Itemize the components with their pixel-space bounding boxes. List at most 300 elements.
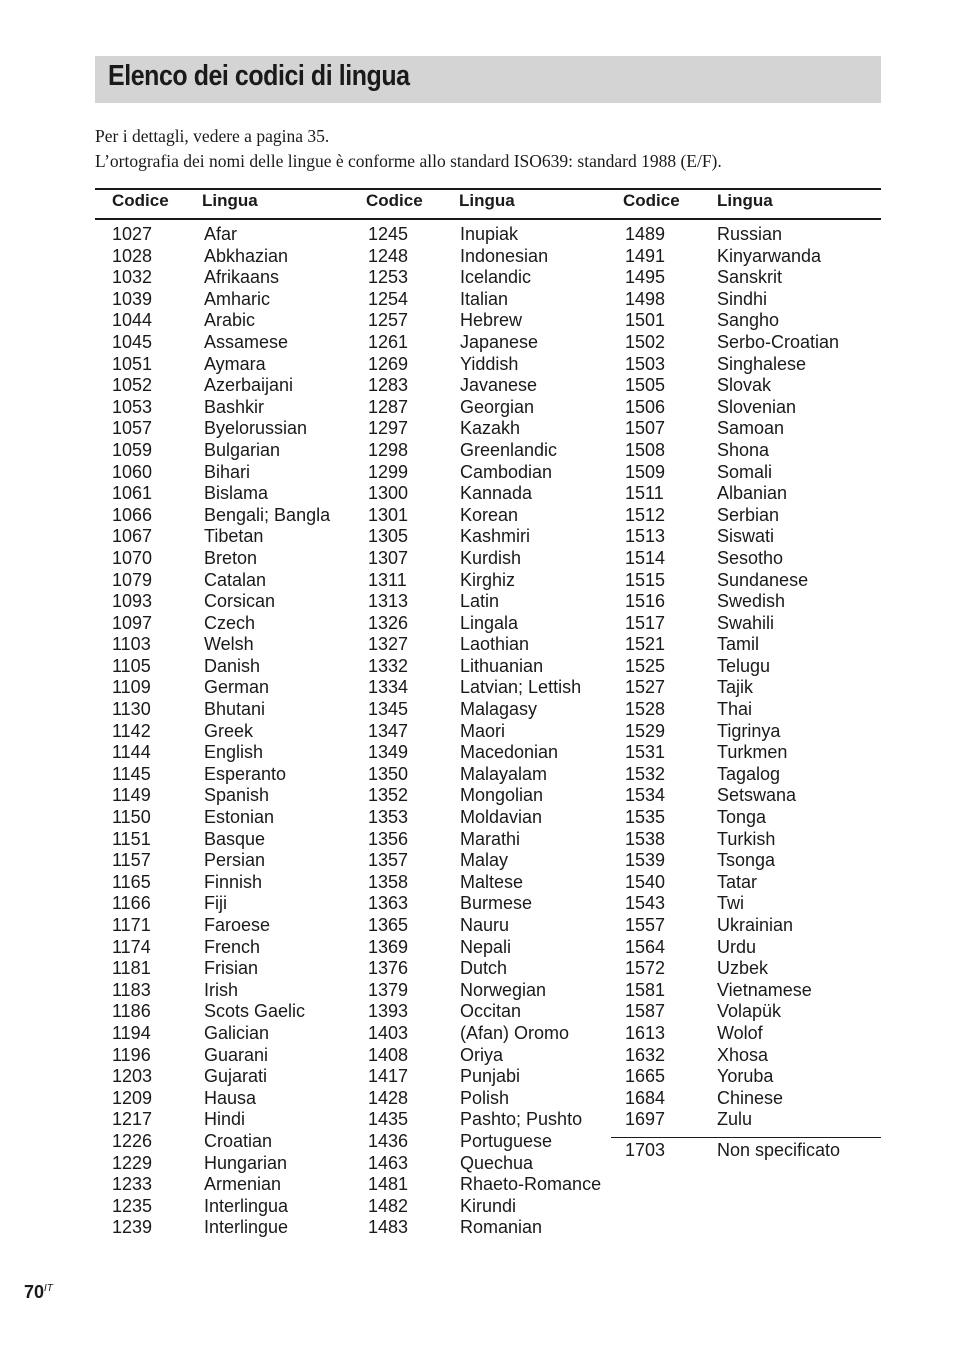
language-name: Siswati bbox=[717, 526, 775, 547]
language-name: Kashmiri bbox=[460, 526, 531, 547]
table-row bbox=[368, 699, 601, 721]
language-code: 1298 bbox=[368, 439, 409, 460]
language-name: Japanese bbox=[460, 331, 539, 352]
table-row bbox=[368, 1174, 601, 1196]
language-code: 1613 bbox=[625, 1022, 666, 1043]
language-code: 1349 bbox=[368, 742, 409, 763]
table-row bbox=[625, 1023, 839, 1045]
language-code: 1463 bbox=[368, 1152, 409, 1173]
table-row bbox=[112, 807, 330, 829]
language-name: Afar bbox=[204, 224, 238, 244]
language-code: 1393 bbox=[368, 1001, 409, 1022]
language-name: Bhutani bbox=[204, 699, 266, 720]
language-name: Arabic bbox=[204, 310, 256, 331]
language-name: Twi bbox=[717, 893, 744, 914]
language-name: Kannada bbox=[460, 483, 533, 504]
language-code: 1529 bbox=[625, 720, 666, 741]
intro-line-1: Per i dettagli, vedere a pagina 35. bbox=[95, 126, 330, 146]
table-row bbox=[112, 1045, 330, 1067]
table-row bbox=[368, 937, 601, 959]
language-code: 1105 bbox=[112, 655, 151, 676]
table-row bbox=[368, 1045, 601, 1067]
language-code: 1039 bbox=[112, 288, 153, 309]
language-name: Indonesian bbox=[460, 245, 549, 266]
table-row bbox=[368, 785, 601, 807]
language-code: 1503 bbox=[625, 353, 666, 374]
language-code: 1495 bbox=[625, 267, 666, 288]
table-row bbox=[625, 677, 839, 699]
language-code: 1326 bbox=[368, 612, 409, 633]
language-code: 1165 bbox=[112, 871, 151, 892]
language-name: Malay bbox=[460, 850, 509, 871]
language-name: Kazakh bbox=[460, 418, 521, 439]
table-row bbox=[625, 764, 839, 786]
table-row bbox=[625, 656, 839, 678]
language-name: Latvian; Lettish bbox=[460, 677, 582, 698]
language-code: 1257 bbox=[368, 310, 409, 331]
table-row bbox=[368, 1153, 601, 1175]
language-code: 1498 bbox=[625, 288, 666, 309]
table-row bbox=[112, 634, 330, 656]
language-name: Wolof bbox=[717, 1022, 763, 1043]
language-name: Samoan bbox=[717, 418, 785, 439]
language-code: 1517 bbox=[625, 612, 666, 633]
language-code: 1261 bbox=[368, 331, 409, 352]
language-code: 1045 bbox=[112, 331, 153, 352]
table-row bbox=[368, 958, 601, 980]
language-name: Guarani bbox=[204, 1044, 269, 1065]
language-name: German bbox=[204, 677, 270, 698]
language-name: Sanskrit bbox=[717, 267, 783, 288]
table-row bbox=[625, 462, 839, 484]
language-name: Serbian bbox=[717, 504, 780, 525]
language-name: Moldavian bbox=[460, 807, 543, 828]
language-code: 1181 bbox=[112, 958, 151, 979]
table-row bbox=[625, 893, 839, 915]
table-row bbox=[625, 980, 839, 1002]
language-name: Slovak bbox=[717, 375, 772, 396]
table-row bbox=[625, 505, 839, 527]
language-code: 1254 bbox=[368, 288, 409, 309]
table-row bbox=[112, 289, 330, 311]
language-code: 1357 bbox=[368, 850, 409, 871]
language-code: 1196 bbox=[112, 1044, 151, 1065]
table-row bbox=[368, 1088, 601, 1110]
language-code: 1070 bbox=[112, 547, 153, 568]
language-code: 1535 bbox=[625, 807, 666, 828]
table-row bbox=[112, 375, 330, 397]
language-name: Shona bbox=[717, 439, 770, 460]
language-code: 1376 bbox=[368, 958, 409, 979]
table-row bbox=[112, 591, 330, 613]
language-name: Bulgarian bbox=[204, 439, 281, 460]
language-code: 1369 bbox=[368, 936, 409, 957]
table-row bbox=[112, 1001, 330, 1023]
language-code: 1540 bbox=[625, 871, 666, 892]
table-row bbox=[368, 829, 601, 851]
language-name: Assamese bbox=[204, 331, 289, 352]
language-name: Icelandic bbox=[460, 267, 532, 288]
table-row bbox=[368, 224, 601, 246]
table-row bbox=[625, 267, 839, 289]
table-row bbox=[112, 721, 330, 743]
language-code: 1057 bbox=[112, 418, 153, 439]
table-row bbox=[368, 526, 601, 548]
language-code: 1532 bbox=[625, 763, 666, 784]
language-code: 1482 bbox=[368, 1195, 409, 1216]
table-row bbox=[368, 764, 601, 786]
language-name: Occitan bbox=[460, 1001, 522, 1022]
language-code: 1044 bbox=[112, 310, 153, 331]
language-name: Welsh bbox=[204, 634, 254, 655]
language-name: Singhalese bbox=[717, 353, 807, 374]
language-name: Abkhazian bbox=[204, 245, 289, 266]
language-code: 1403 bbox=[368, 1022, 409, 1043]
language-code: 1332 bbox=[368, 655, 409, 676]
language-code: 1311 bbox=[368, 569, 407, 590]
language-name: Non specificato bbox=[717, 1140, 841, 1160]
language-code: 1149 bbox=[112, 785, 151, 806]
language-name: Byelorussian bbox=[204, 418, 308, 439]
language-code: 1248 bbox=[368, 245, 409, 266]
language-code: 1379 bbox=[368, 979, 409, 1000]
table-row bbox=[368, 462, 601, 484]
language-code: 1245 bbox=[368, 224, 409, 244]
language-code: 1301 bbox=[368, 504, 409, 525]
table-row bbox=[625, 958, 839, 980]
table-row bbox=[625, 310, 839, 332]
language-name: Italian bbox=[460, 288, 509, 309]
language-name: Maori bbox=[460, 720, 506, 741]
language-code: 1157 bbox=[112, 850, 151, 871]
table-top-rule bbox=[95, 188, 881, 190]
language-name: Kurdish bbox=[460, 547, 522, 568]
language-code: 1350 bbox=[368, 763, 409, 784]
language-name: Bislama bbox=[204, 483, 269, 504]
language-name: Polish bbox=[460, 1087, 510, 1108]
header-language-1: Lingua bbox=[202, 191, 258, 210]
table-row bbox=[368, 721, 601, 743]
language-code: 1684 bbox=[625, 1087, 666, 1108]
language-name: Cambodian bbox=[460, 461, 553, 482]
table-row bbox=[625, 354, 839, 376]
language-code: 1572 bbox=[625, 958, 666, 979]
table-row bbox=[625, 807, 839, 829]
language-code: 1283 bbox=[368, 375, 409, 396]
language-name: Zulu bbox=[717, 1109, 753, 1130]
language-name: Bashkir bbox=[204, 396, 265, 417]
language-name: Lithuanian bbox=[460, 655, 544, 676]
table-row bbox=[368, 634, 601, 656]
language-code: 1353 bbox=[368, 807, 409, 828]
table-row bbox=[112, 1174, 330, 1196]
language-code: 1297 bbox=[368, 418, 409, 439]
table-row bbox=[112, 418, 330, 440]
language-code: 1356 bbox=[368, 828, 409, 849]
language-code: 1428 bbox=[368, 1087, 409, 1108]
language-name: (Afan) Oromo bbox=[460, 1022, 570, 1043]
table-row bbox=[112, 267, 330, 289]
table-row bbox=[368, 570, 601, 592]
language-name: Macedonian bbox=[460, 742, 559, 763]
language-name: Bihari bbox=[204, 461, 251, 482]
table-row bbox=[368, 1066, 601, 1088]
language-name: Portuguese bbox=[460, 1130, 553, 1151]
language-code: 1531 bbox=[625, 742, 666, 763]
language-code: 1539 bbox=[625, 850, 666, 871]
language-code: 1491 bbox=[625, 245, 666, 266]
language-name: Thai bbox=[717, 699, 753, 720]
table-row bbox=[625, 1109, 839, 1131]
table-row bbox=[112, 397, 330, 419]
language-name: Azerbaijani bbox=[204, 375, 294, 396]
language-code: 1358 bbox=[368, 871, 409, 892]
language-code: 1226 bbox=[112, 1130, 153, 1151]
language-name: Estonian bbox=[204, 807, 275, 828]
table-row bbox=[112, 570, 330, 592]
language-name: Xhosa bbox=[717, 1044, 769, 1065]
language-name: Urdu bbox=[717, 936, 757, 957]
table-row bbox=[368, 1196, 601, 1218]
language-code: 1060 bbox=[112, 461, 153, 482]
table-row bbox=[112, 958, 330, 980]
language-code: 1505 bbox=[625, 375, 666, 396]
table-row bbox=[112, 440, 330, 462]
table-row bbox=[368, 1001, 601, 1023]
language-code: 1365 bbox=[368, 915, 409, 935]
language-code: 1525 bbox=[625, 655, 666, 676]
language-name: Turkish bbox=[717, 828, 776, 849]
language-name: Persian bbox=[204, 850, 266, 871]
language-name: Scots Gaelic bbox=[204, 1001, 306, 1022]
table-row bbox=[112, 677, 330, 699]
language-name: Faroese bbox=[204, 915, 271, 935]
language-code: 1269 bbox=[368, 353, 409, 374]
language-name: Interlingue bbox=[204, 1217, 289, 1238]
table-row bbox=[368, 440, 601, 462]
language-code: 1334 bbox=[368, 677, 409, 698]
table-row bbox=[112, 742, 330, 764]
language-code: 1059 bbox=[112, 439, 153, 460]
language-code: 1363 bbox=[368, 893, 409, 914]
table-row bbox=[112, 764, 330, 786]
table-row bbox=[625, 224, 839, 246]
table-row bbox=[368, 742, 601, 764]
table-row bbox=[625, 591, 839, 613]
table-row bbox=[625, 937, 839, 959]
language-code: 1481 bbox=[368, 1174, 409, 1195]
table-row bbox=[112, 462, 330, 484]
table-row bbox=[625, 850, 839, 872]
table-row bbox=[112, 893, 330, 915]
table-row bbox=[368, 289, 601, 311]
table-row bbox=[625, 1045, 839, 1067]
table-row bbox=[625, 699, 839, 721]
language-name: Spanish bbox=[204, 785, 270, 806]
table-row bbox=[112, 1196, 330, 1218]
table-row bbox=[368, 397, 601, 419]
table-row bbox=[625, 375, 839, 397]
table-row bbox=[112, 1023, 330, 1045]
language-name: Frisian bbox=[204, 958, 259, 979]
language-column-3 bbox=[625, 224, 839, 1131]
language-code: 1239 bbox=[112, 1217, 153, 1238]
language-name: Maltese bbox=[460, 871, 524, 892]
language-name: Rhaeto-Romance bbox=[460, 1174, 602, 1195]
table-row bbox=[625, 526, 839, 548]
language-code: 1217 bbox=[112, 1109, 153, 1130]
table-row bbox=[625, 634, 839, 656]
table-row bbox=[112, 915, 330, 937]
language-code: 1079 bbox=[112, 569, 153, 590]
language-name: Danish bbox=[204, 655, 261, 676]
language-name: Serbo-Croatian bbox=[717, 331, 840, 352]
table-row bbox=[625, 1088, 839, 1110]
language-code: 1145 bbox=[112, 763, 151, 784]
language-name: Vietnamese bbox=[717, 979, 812, 1000]
table-row bbox=[112, 1066, 330, 1088]
language-name: Corsican bbox=[204, 591, 276, 612]
language-column-1 bbox=[112, 224, 330, 1239]
language-code: 1109 bbox=[112, 677, 151, 698]
language-name: Malagasy bbox=[460, 699, 538, 720]
language-code: 1053 bbox=[112, 396, 153, 417]
language-code: 1052 bbox=[112, 375, 153, 396]
language-code: 1408 bbox=[368, 1044, 409, 1065]
language-code: 1527 bbox=[625, 677, 666, 698]
language-column-2 bbox=[368, 224, 601, 1239]
language-name: Fiji bbox=[204, 893, 227, 914]
language-code: 1144 bbox=[112, 742, 151, 763]
table-row bbox=[112, 354, 330, 376]
language-name: Tigrinya bbox=[717, 720, 781, 741]
language-code: 1327 bbox=[368, 634, 409, 655]
language-code: 1697 bbox=[625, 1109, 666, 1130]
header-code-1: Codice bbox=[112, 191, 169, 210]
language-code: 1538 bbox=[625, 828, 666, 849]
language-code: 1194 bbox=[112, 1022, 151, 1043]
table-row bbox=[112, 785, 330, 807]
language-code: 1665 bbox=[625, 1066, 666, 1087]
language-code: 1130 bbox=[112, 699, 151, 720]
table-row bbox=[368, 980, 601, 1002]
language-code: 1253 bbox=[368, 267, 409, 288]
language-name: Oriya bbox=[460, 1044, 504, 1065]
language-name: Korean bbox=[460, 504, 519, 525]
table-row bbox=[368, 915, 601, 937]
table-row bbox=[625, 548, 839, 570]
language-code: 1313 bbox=[368, 591, 409, 612]
table-row bbox=[112, 310, 330, 332]
language-code: 1581 bbox=[625, 979, 666, 1000]
language-code: 1436 bbox=[368, 1130, 409, 1151]
language-code: 1509 bbox=[625, 461, 666, 482]
table-row bbox=[112, 246, 330, 268]
language-name: Norwegian bbox=[460, 979, 547, 1000]
table-row bbox=[112, 1217, 330, 1239]
language-code: 1066 bbox=[112, 504, 153, 525]
language-name: Burmese bbox=[460, 893, 533, 914]
table-row bbox=[368, 807, 601, 829]
table-row bbox=[625, 483, 839, 505]
language-name: Tagalog bbox=[717, 763, 781, 784]
language-name: Hindi bbox=[204, 1109, 246, 1130]
language-code: 1032 bbox=[112, 267, 153, 288]
language-name: Nepali bbox=[460, 936, 512, 957]
language-code: 1515 bbox=[625, 569, 666, 590]
title-bar bbox=[95, 56, 881, 103]
unspecified-rule bbox=[611, 1137, 881, 1138]
language-code: 1151 bbox=[112, 828, 151, 849]
language-name: Nauru bbox=[460, 915, 510, 935]
table-row bbox=[112, 548, 330, 570]
language-name: Kirghiz bbox=[460, 569, 516, 590]
language-code: 1543 bbox=[625, 893, 666, 914]
table-row bbox=[112, 1153, 330, 1175]
language-name: Galician bbox=[204, 1022, 270, 1043]
language-code: 1435 bbox=[368, 1109, 409, 1130]
language-code: 1061 bbox=[112, 483, 153, 504]
table-row bbox=[112, 526, 330, 548]
table-row bbox=[625, 721, 839, 743]
table-row bbox=[368, 591, 601, 613]
language-name: Yoruba bbox=[717, 1066, 774, 1087]
language-name: Somali bbox=[717, 461, 773, 482]
table-row bbox=[368, 677, 601, 699]
language-code: 1632 bbox=[625, 1044, 666, 1065]
language-name: Setswana bbox=[717, 785, 797, 806]
language-code: 1235 bbox=[112, 1195, 153, 1216]
language-code: 1513 bbox=[625, 526, 666, 547]
language-name: Aymara bbox=[204, 353, 266, 374]
table-row bbox=[368, 310, 601, 332]
language-code: 1067 bbox=[112, 526, 153, 547]
language-code: 1501 bbox=[625, 310, 666, 331]
language-name: Punjabi bbox=[460, 1066, 521, 1087]
table-row bbox=[625, 332, 839, 354]
header-language-2: Lingua bbox=[459, 191, 515, 210]
language-code: 1534 bbox=[625, 785, 666, 806]
language-name: Romanian bbox=[460, 1217, 543, 1238]
language-name: Tatar bbox=[717, 871, 758, 892]
table-row bbox=[112, 699, 330, 721]
language-name: Tonga bbox=[717, 807, 767, 828]
language-code: 1299 bbox=[368, 461, 409, 482]
language-name: Swedish bbox=[717, 591, 786, 612]
language-code: 1209 bbox=[112, 1087, 153, 1108]
language-code: 1417 bbox=[368, 1066, 409, 1087]
page-number bbox=[24, 1282, 53, 1303]
language-name: Tamil bbox=[717, 634, 760, 655]
table-row bbox=[368, 548, 601, 570]
language-name: Tibetan bbox=[204, 526, 264, 547]
language-name: Malayalam bbox=[460, 763, 548, 784]
table-row bbox=[112, 829, 330, 851]
language-name: English bbox=[204, 742, 264, 763]
language-code: 1703 bbox=[625, 1140, 666, 1160]
table-row bbox=[368, 483, 601, 505]
language-name: Yiddish bbox=[460, 353, 519, 374]
language-name: Russian bbox=[717, 224, 783, 244]
language-code: 1587 bbox=[625, 1001, 666, 1022]
language-name: Tsonga bbox=[717, 850, 776, 871]
header-code-3: Codice bbox=[623, 191, 680, 210]
language-name: Hausa bbox=[204, 1087, 257, 1108]
language-name: Javanese bbox=[460, 375, 538, 396]
header-language-3: Lingua bbox=[717, 191, 773, 210]
language-name: Interlingua bbox=[204, 1195, 289, 1216]
table-row bbox=[368, 850, 601, 872]
